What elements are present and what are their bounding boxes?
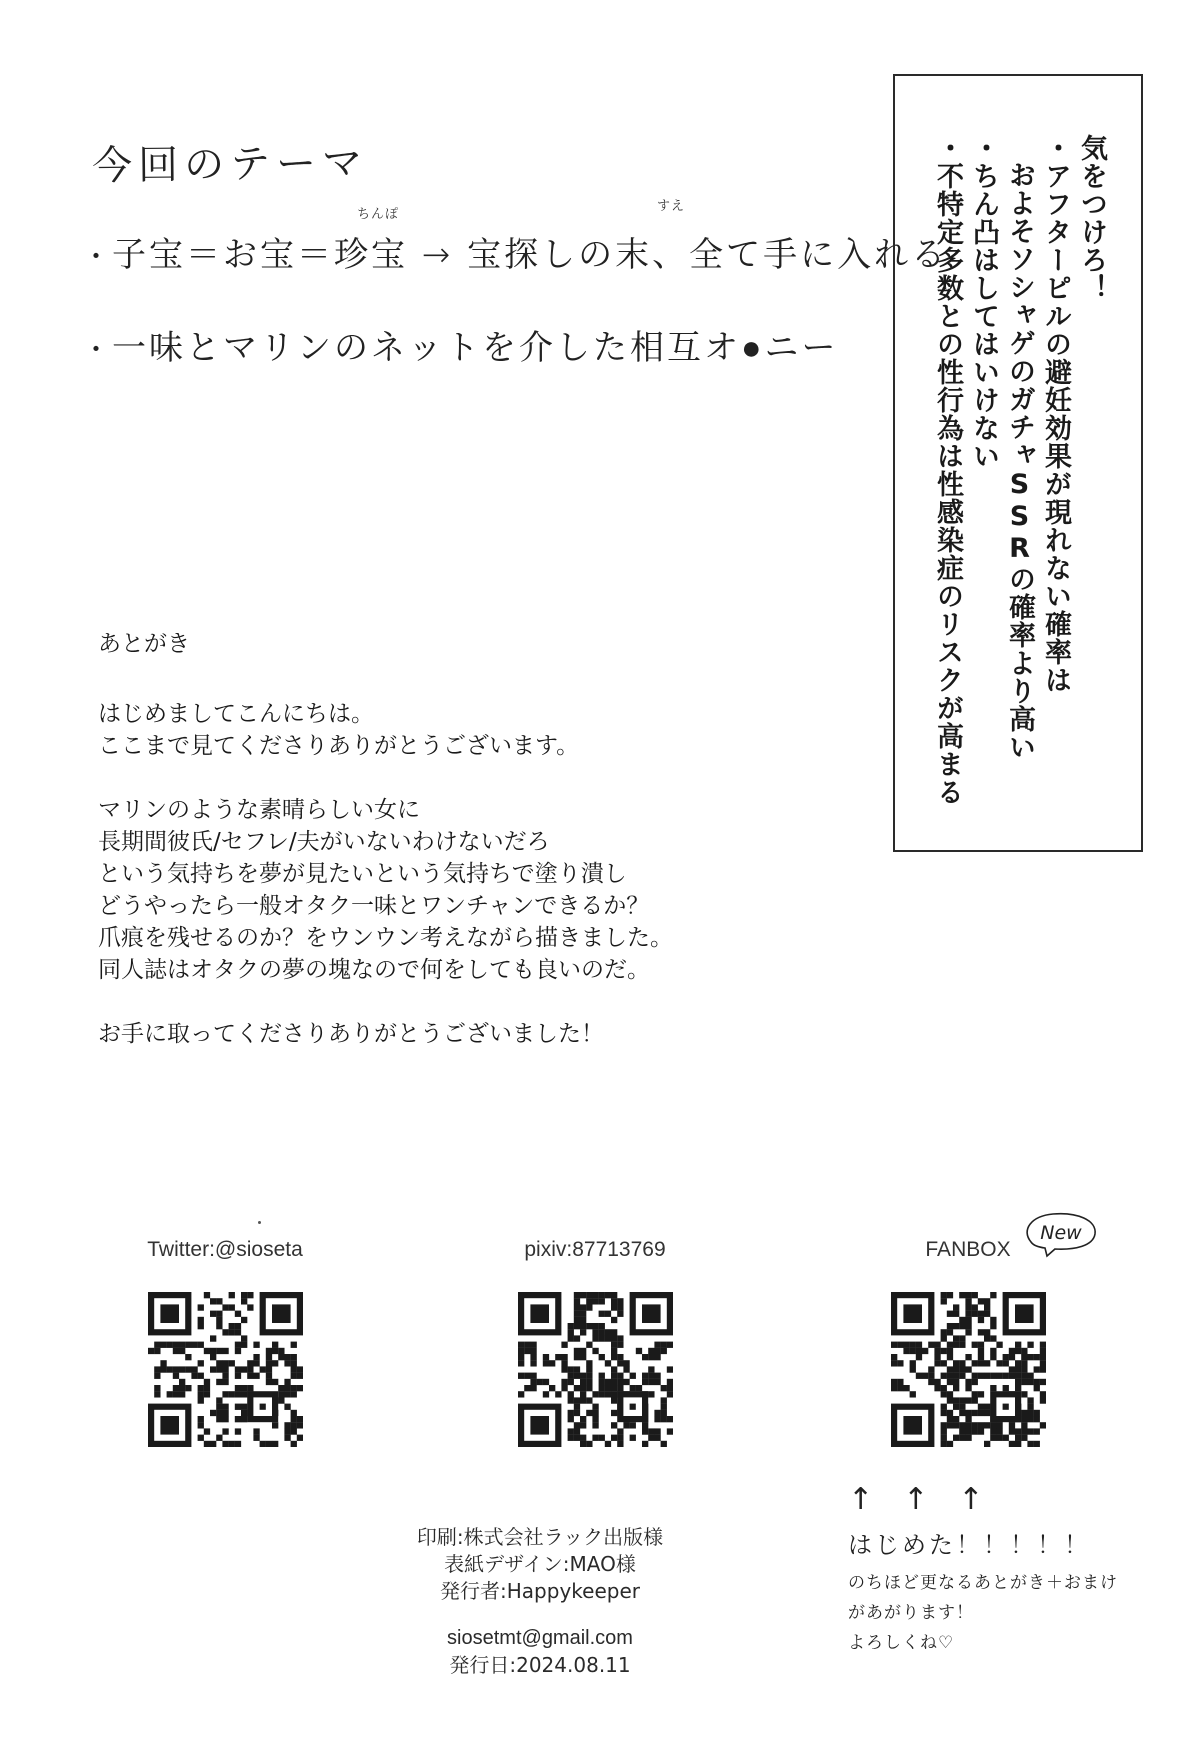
pixiv-qr-code[interactable] (518, 1292, 673, 1447)
credits (400, 1524, 680, 1679)
new-badge-icon (1017, 1208, 1103, 1258)
afterword-heading: あとがき (98, 631, 190, 657)
fanbox-qr-code[interactable] (891, 1292, 1046, 1447)
fanbox-label-text: FANBOX (925, 1238, 1011, 1261)
credit-printing: 印刷:株式会社ラック出版様 (416, 1525, 664, 1549)
theme-title: 今回のテーマ (91, 140, 369, 190)
credit-publisher: 発行者:Happykeeper (440, 1579, 640, 1603)
afterword-paragraph-3: お手に取ってくださりありがとうございました！ (98, 1021, 604, 1047)
afterword-line: 長期間彼氏/セフレ/夫がいないわけないだろ (98, 829, 550, 855)
bullet-icon: ・ (82, 333, 114, 366)
bullet-icon: ・ (82, 240, 114, 273)
afterword (98, 628, 858, 1082)
afterword-line: 爪痕を残せるのか？をウンウン考えながら描きました。 (98, 925, 673, 951)
arrow-up-icons: ↑↑↑ (848, 1482, 1014, 1517)
afterword-line: どうやったら一般オタク一味とワンチャンできるか？ (98, 893, 650, 919)
credit-issue-date: 発行日:2024.08.11 (449, 1653, 631, 1677)
warning-title: 気をつけろ！ (1076, 134, 1107, 302)
stray-dot (258, 1221, 261, 1224)
theme-line-2-text: 一味とマリンのネットを介した相互オ●ニー (112, 328, 839, 368)
ruby-note-chinpo: ちんぽ (357, 207, 400, 222)
hand-note (848, 1525, 1168, 1658)
afterword-paragraph-2 (98, 794, 858, 986)
afterword-line: マリンのような素晴らしい女に (98, 797, 420, 823)
twitter-link[interactable] (95, 1238, 355, 1447)
hand-note-line-2: があがります！ (848, 1603, 974, 1623)
afterword-paragraph-1 (98, 698, 858, 762)
warning-item-1a: ・アフターピルの避妊効果が現れない確率は (1040, 134, 1071, 694)
twitter-qr-code[interactable] (148, 1292, 303, 1447)
warning-item-2: ・ちん凸はしてはいけない (968, 134, 999, 470)
credit-cover-design: 表紙デザイン:MAO様 (444, 1552, 636, 1576)
warning-text (929, 134, 1109, 814)
fanbox-label (925, 1222, 1082, 1262)
hand-note-line-1: のちほど更なるあとがき＋おまけ (848, 1573, 1118, 1593)
afterword-line: はじめましてこんにちは。 (98, 701, 374, 727)
afterword-line: という気持ちを夢が見たいという気持ちで塗り潰し (98, 861, 627, 887)
pixiv-link[interactable] (465, 1238, 725, 1447)
warning-item-3: ・不特定多数との性行為は性感染症のリスクが高まる (932, 134, 963, 806)
theme-line-2 (82, 320, 902, 369)
pixiv-label: pixiv:87713769 (524, 1238, 666, 1261)
theme-line-1 (82, 199, 949, 276)
afterword-line: ここまで見てくださりありがとうございます。 (98, 733, 580, 759)
credit-email: siosetmt@gmail.com (447, 1627, 633, 1649)
fanbox-link[interactable] (838, 1222, 1098, 1447)
ruby-note-sue: すえ (657, 199, 686, 214)
theme-line-1-text: 子宝＝お宝＝珍宝 → 宝探しの末、全て手に入れる (112, 235, 949, 275)
credits-spacer (400, 1605, 680, 1625)
hand-note-started: はじめた！！！！！ (848, 1531, 1091, 1559)
hand-note-line-3: よろしくね♡ (848, 1633, 955, 1653)
afterword-line: 同人誌はオタクの夢の塊なので何をしても良いのだ。 (98, 957, 650, 983)
warning-box (893, 74, 1143, 852)
warning-item-1b: およそソシャゲのガチャSSRの確率より高い (1004, 161, 1035, 761)
links-section (0, 1222, 1200, 1478)
new-badge-label: New (1039, 1222, 1082, 1244)
theme-notes (82, 130, 949, 413)
twitter-label: Twitter:@sioseta (147, 1238, 303, 1261)
